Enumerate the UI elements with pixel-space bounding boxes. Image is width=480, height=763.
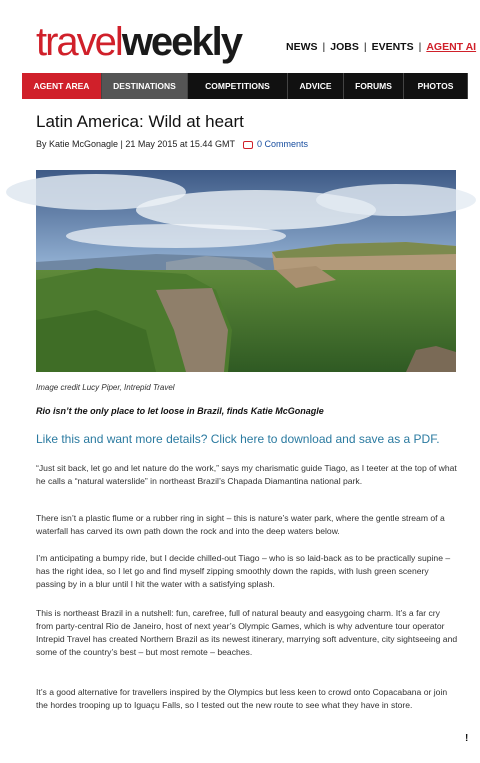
top-nav-separator: | (418, 41, 422, 53)
top-nav (286, 38, 477, 56)
article-byline (36, 139, 308, 149)
pdf-download-link[interactable]: Like this and want more details? Click here to download and save as a PDF. (36, 432, 440, 446)
main-nav (22, 73, 468, 99)
tab-advice[interactable]: ADVICE (288, 73, 344, 99)
top-nav-separator: | (322, 41, 326, 53)
article-paragraph: I’m anticipating a bumpy ride, but I decide chilled-out Tiago – who is so laid-back as to be practically supine – has the right idea, so I let go and find myself zipping smoothly down the rapids, with lush green scenery passing by in a blur until I hit the water with a satisfying splash. (36, 553, 451, 589)
comments-link[interactable]: 0 Comments (256, 139, 308, 149)
byline-text: By Katie McGonagle | 21 May 2015 at 15.44 GMT (36, 139, 235, 149)
landscape-illustration (36, 170, 456, 372)
travelweekly-logo[interactable] (36, 22, 241, 62)
top-nav-events[interactable]: EVENTS (371, 41, 414, 53)
top-nav-agent[interactable]: AGENT AI (426, 41, 477, 53)
top-nav-separator: | (363, 41, 367, 53)
article-paragraph: This is northeast Brazil in a nutshell: fun, carefree, full of natural beauty and easygoing charm. It’s a far cry from party-central Rio de Janeiro, host of next year’s Olympic Games, which is why adventure tour operator Intrepid Travel has created Northern Brazil as its newest itinerary, marrying soft adventure, city sightseeing and some of the country’s best – but most remote – beaches. (36, 608, 458, 657)
comment-icon[interactable] (243, 141, 253, 149)
article-paragraph: “Just sit back, let go and let nature do the work,” says my charismatic guide Tiago, as I teeter at the top of what he calls a “natural waterslide” in northeast Brazil’s Chapada Diamantina national park. (36, 463, 457, 486)
logo-weekly: weekly (121, 20, 242, 64)
tab-photos[interactable]: PHOTOS (404, 73, 468, 99)
article-paragraph: There isn’t a plastic flume or a rubber ring in sight – this is nature’s water park, where the gentle stream of a waterfall has carved its own path down the rock and into the deep waters below. (36, 513, 445, 536)
top-nav-news[interactable]: NEWS (286, 41, 318, 53)
article-lede: Rio isn’t the only place to let loose in Brazil, finds Katie McGonagle (36, 406, 324, 416)
tab-forums[interactable]: FORUMS (344, 73, 404, 99)
tab-competitions[interactable]: COMPETITIONS (188, 73, 288, 99)
top-nav-jobs[interactable]: JOBS (330, 41, 359, 53)
hero-image (36, 170, 456, 372)
tab-agent-area[interactable]: AGENT AREA (22, 73, 102, 99)
logo-travel: travel (36, 20, 122, 64)
tab-destinations[interactable]: DESTINATIONS (102, 73, 188, 99)
article-title: Latin America: Wild at heart (36, 112, 244, 131)
trailing-mark: ! (465, 733, 469, 744)
image-credit: Image credit Lucy Piper, Intrepid Travel (36, 383, 175, 392)
article-paragraph: It’s a good alternative for travellers inspired by the Olympics but less keen to crowd onto Copacabana or join the hordes trooping up to Iguaçu Falls, so I tested out the new route to see what they have in store. (36, 687, 448, 710)
